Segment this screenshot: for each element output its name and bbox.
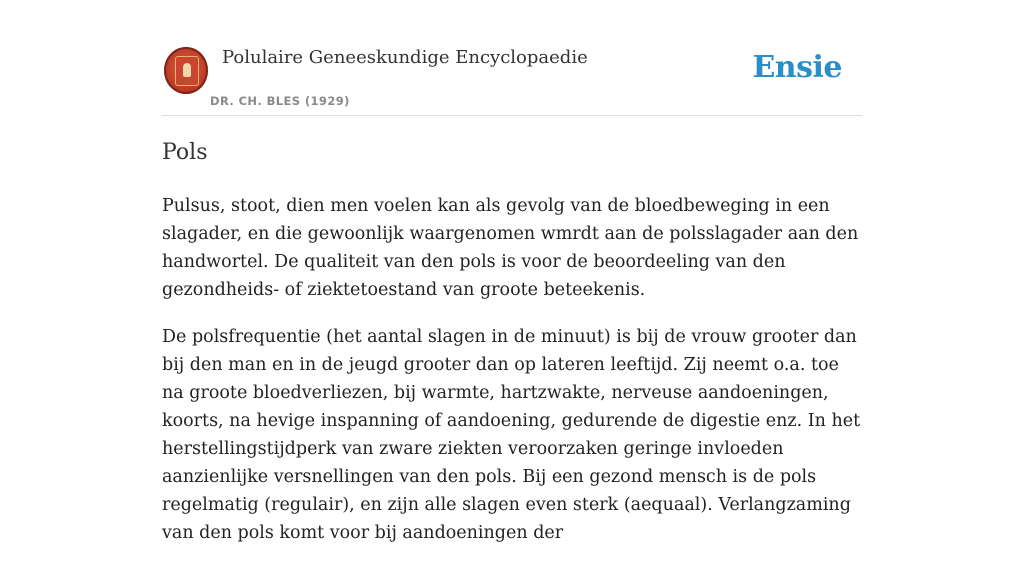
cover-figure bbox=[183, 63, 191, 77]
article-paragraph: Pulsus, stoot, dien men voelen kan als gevolg van de bloedbeweging in een slagader, en die gewoonlijk waargenomen wmrdt aan de polsslagader aan den handwortel. De qualiteit van den pols is voor de beoordeeling van den gezondheids- of ziektetoestand van groote beteekenis. bbox=[162, 196, 859, 300]
brand-logo[interactable]: Ensie bbox=[752, 50, 842, 85]
header bbox=[162, 40, 862, 116]
cover-emblem bbox=[175, 56, 199, 86]
encyclopedia-title[interactable]: Polulaire Geneeskundige Encyclopaedie bbox=[222, 47, 588, 68]
article-title: Pols bbox=[162, 140, 208, 165]
author-label: DR. CH. BLES (1929) bbox=[210, 94, 350, 108]
article-body bbox=[162, 192, 864, 566]
article-paragraph: De polsfrequentie (het aantal slagen in de minuut) is bij de vrouw grooter dan bij den man en in de jeugd grooter dan op lateren leeftijd. Zij neemt o.a. toe na groote bloedverliezen, bij warmte, hartzwakte, nerveuse aandoeningen, koorts, na hevige inspanning of aandoening, gedurende de digestie enz. In het herstellingstijdperk van zware ziekten veroorzaken geringe invloeden aanzienlijke versnellingen van den pols. Bij een gezond mensch is de pols regelmatig (regulair), en zijn alle slagen even sterk (aequaal). Verlangzaming van den pols komt voor bij aandoeningen der bbox=[162, 327, 861, 543]
book-cover-image[interactable] bbox=[164, 47, 208, 94]
